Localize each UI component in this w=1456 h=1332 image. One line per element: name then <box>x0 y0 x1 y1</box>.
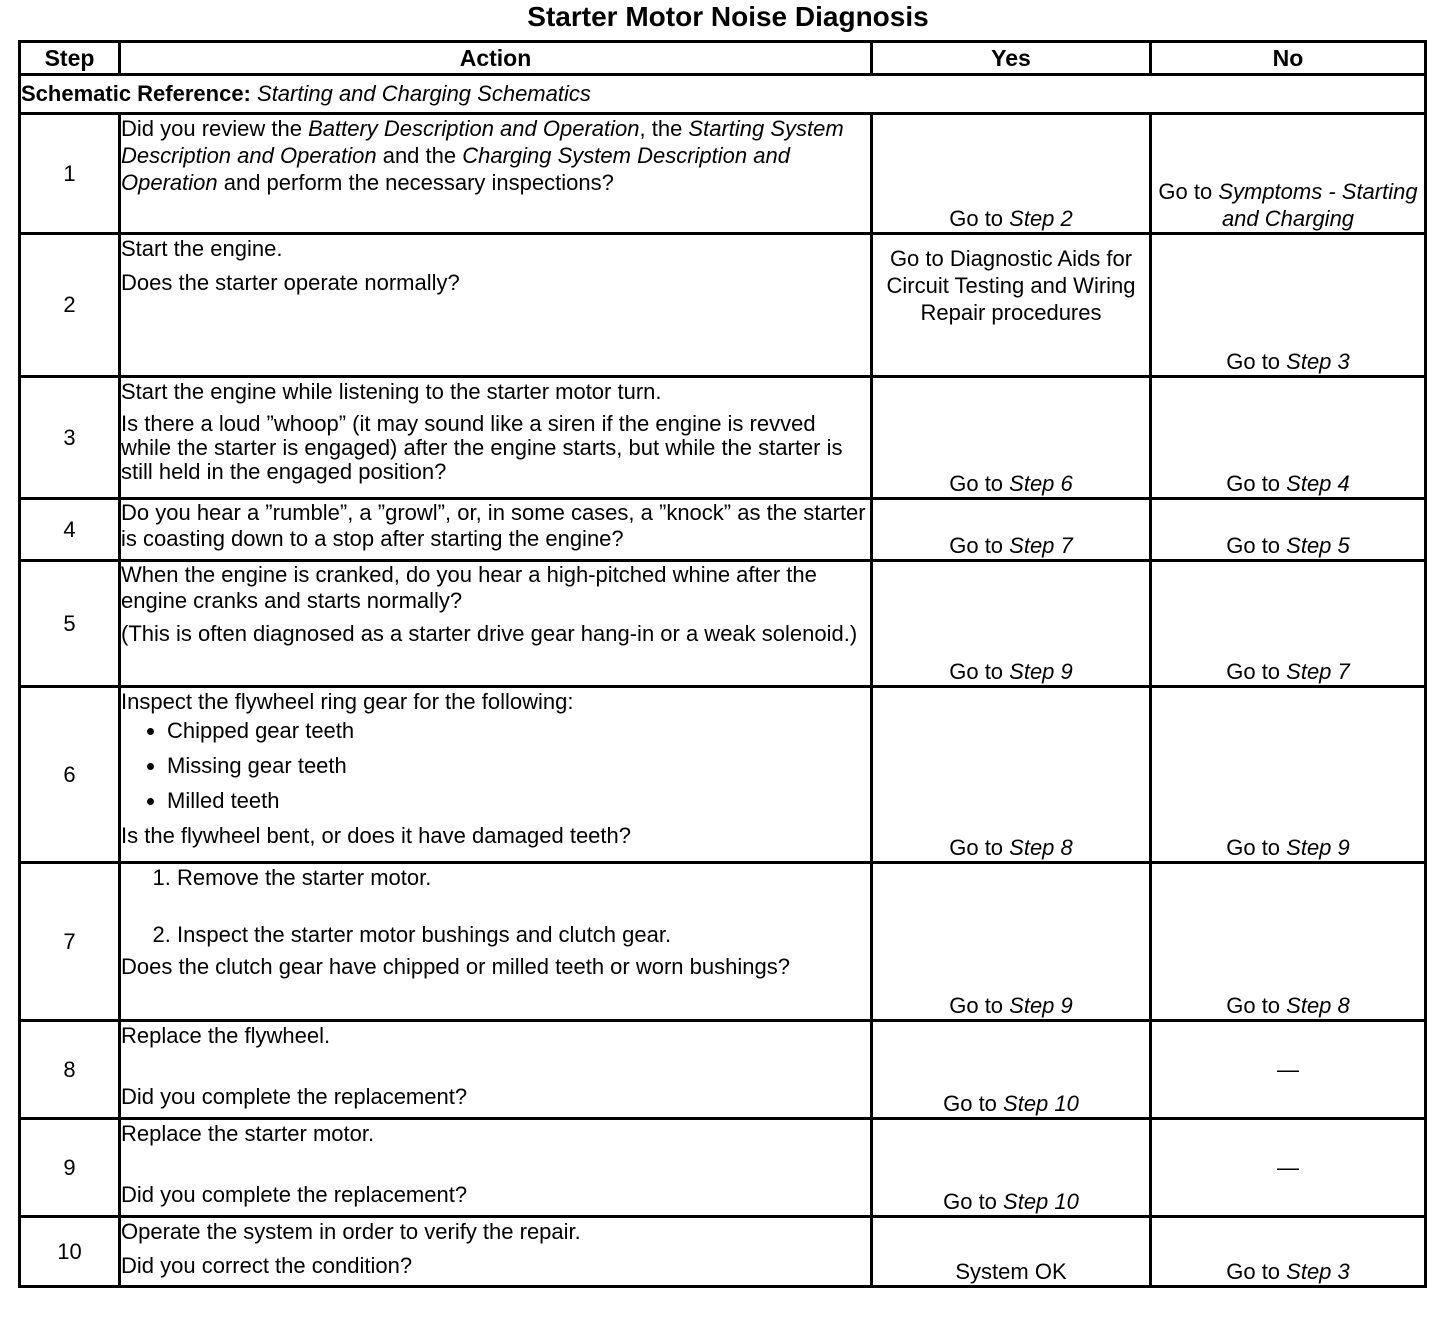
action-question: Did you correct the condition? <box>121 1253 413 1278</box>
list-item: 2. Inspect the starter motor bushings and clutch gear. <box>177 921 870 948</box>
symptoms-link: Symptoms - Starting and Charging <box>1218 179 1418 231</box>
step-number: 6 <box>20 687 120 863</box>
yes-result <box>872 114 1151 234</box>
step-link: Step 7 <box>1286 659 1350 684</box>
action-question: Does the clutch gear have chipped or milled teeth or worn bushings? <box>121 954 790 979</box>
no-result <box>1151 863 1426 1021</box>
step-action <box>120 1021 872 1119</box>
goto-text: Go to <box>1226 1259 1287 1284</box>
yes-result <box>872 499 1151 561</box>
step-number: 3 <box>20 377 120 499</box>
step-number: 7 <box>20 863 120 1021</box>
page-title: Starter Motor Noise Diagnosis <box>527 1 929 32</box>
header-action: Action <box>120 42 872 75</box>
yes-result <box>872 863 1151 1021</box>
step-action <box>120 499 872 561</box>
schematic-value: Starting and Charging Schematics <box>257 81 591 106</box>
header-yes: Yes <box>872 42 1151 75</box>
step-link: Step 5 <box>1286 533 1350 558</box>
yes-result: System OK <box>872 1217 1151 1287</box>
table-row <box>20 863 1426 1021</box>
procedure-list <box>121 864 870 948</box>
step-number: 1 <box>20 114 120 234</box>
no-result: — <box>1151 1119 1426 1217</box>
doc-reference: Charging System Description and Operation <box>121 143 790 195</box>
action-text: Replace the starter motor. <box>121 1121 375 1146</box>
schematic-label: Schematic Reference: <box>21 81 251 106</box>
step-link: Step 10 <box>1003 1091 1079 1116</box>
step-link: Step 7 <box>1009 533 1073 558</box>
step-action <box>120 377 872 499</box>
step-action <box>120 114 872 234</box>
action-question: Did you complete the replacement? <box>121 1182 468 1207</box>
yes-result <box>872 561 1151 687</box>
step-action <box>120 1217 872 1287</box>
goto-text: Go to <box>949 471 1010 496</box>
table-row <box>20 1217 1426 1287</box>
schematic-reference <box>20 75 1426 114</box>
table-row <box>20 561 1426 687</box>
action-text: and perform the necessary inspections? <box>217 170 614 195</box>
step-link: Step 9 <box>1286 835 1350 860</box>
step-link: Step 6 <box>1009 471 1073 496</box>
step-link: Step 9 <box>1009 993 1073 1018</box>
list-item: 1. Remove the starter motor. <box>177 864 870 891</box>
yes-result <box>872 377 1151 499</box>
list-item: • Milled teeth <box>167 787 870 814</box>
action-text: Operate the system in order to verify the repair. <box>121 1219 581 1244</box>
goto-text: Go to <box>943 1189 1004 1214</box>
step-link: Step 8 <box>1009 835 1073 860</box>
yes-result <box>872 1021 1151 1119</box>
no-result <box>1151 561 1426 687</box>
action-text: Start the engine while listening to the starter motor turn. <box>121 379 662 404</box>
action-question: Does the starter operate normally? <box>121 270 460 295</box>
step-link: Step 3 <box>1286 1259 1350 1284</box>
table-row <box>20 499 1426 561</box>
goto-text: Go to <box>1226 533 1287 558</box>
no-result <box>1151 234 1426 377</box>
no-result <box>1151 377 1426 499</box>
yes-result <box>872 1119 1151 1217</box>
action-note: (This is often diagnosed as a starter drive gear hang-in or a weak solenoid.) <box>121 621 858 646</box>
step-link: Step 9 <box>1009 659 1073 684</box>
goto-text: Go to <box>943 1091 1004 1116</box>
yes-result <box>872 687 1151 863</box>
no-result <box>1151 1217 1426 1287</box>
step-link: Step 4 <box>1286 471 1350 496</box>
action-text: Did you review the <box>121 116 309 141</box>
goto-text: Go to <box>949 206 1010 231</box>
goto-text: Go to <box>1226 993 1287 1018</box>
schematic-row <box>20 75 1426 114</box>
yes-result: Go to Diagnostic Aids for Circuit Testing and Wiring Repair procedures <box>872 234 1151 377</box>
step-action <box>120 561 872 687</box>
step-number: 8 <box>20 1021 120 1119</box>
list-item: • Missing gear teeth <box>167 752 870 779</box>
goto-text: Go to <box>1226 349 1287 374</box>
action-text: Replace the flywheel. <box>121 1023 331 1048</box>
action-question: Did you complete the replacement? <box>121 1084 468 1109</box>
goto-text: Go to <box>1226 471 1287 496</box>
step-link: Step 8 <box>1286 993 1350 1018</box>
header-no: No <box>1151 42 1426 75</box>
no-result: — <box>1151 1021 1426 1119</box>
header-row <box>20 42 1426 75</box>
action-text: Inspect the flywheel ring gear for the following: <box>121 689 574 714</box>
goto-text: Go to <box>949 659 1010 684</box>
step-number: 5 <box>20 561 120 687</box>
step-number: 9 <box>20 1119 120 1217</box>
action-question: Do you hear a ”rumble”, a ”growl”, or, in some cases, a ”knock” as the starter is coasting down to a stop after starting the engine? <box>121 500 866 551</box>
inspection-list <box>121 717 870 814</box>
table-row <box>20 1021 1426 1119</box>
no-result <box>1151 114 1426 234</box>
step-action <box>120 687 872 863</box>
goto-text: Go to <box>1226 659 1287 684</box>
step-action <box>120 863 872 1021</box>
table-row <box>20 114 1426 234</box>
action-text: and the <box>376 143 463 168</box>
action-question: Is there a loud ”whoop” (it may sound like a siren if the engine is revved while the starter is engaged) after the engine starts, but while the starter is still held in the engaged position? <box>121 411 843 484</box>
no-result <box>1151 687 1426 863</box>
step-number: 2 <box>20 234 120 377</box>
goto-text: Go to <box>1158 179 1219 204</box>
diagnosis-table <box>18 40 1427 1288</box>
list-item: • Chipped gear teeth <box>167 717 870 744</box>
table-row <box>20 1119 1426 1217</box>
action-text: Start the engine. <box>121 236 283 261</box>
action-text: , the <box>639 116 689 141</box>
goto-text: Go to <box>949 533 1010 558</box>
step-link: Step 10 <box>1003 1189 1079 1214</box>
header-step: Step <box>20 42 120 75</box>
doc-reference: Battery Description and Operation <box>308 116 640 141</box>
goto-text: Go to <box>949 835 1010 860</box>
goto-text: Go to <box>949 993 1010 1018</box>
step-link: Step 2 <box>1009 206 1073 231</box>
no-result <box>1151 499 1426 561</box>
doc-reference: Starting System Description and Operation <box>121 116 844 168</box>
action-question: Is the flywheel bent, or does it have damaged teeth? <box>121 823 631 848</box>
goto-text: Go to <box>1226 835 1287 860</box>
action-question: When the engine is cranked, do you hear a high-pitched whine after the engine cranks and starts normally? <box>121 562 817 613</box>
table-row <box>20 234 1426 377</box>
table-row <box>20 377 1426 499</box>
step-action <box>120 1119 872 1217</box>
table-row <box>20 687 1426 863</box>
step-number: 4 <box>20 499 120 561</box>
step-link: Step 3 <box>1286 349 1350 374</box>
step-action <box>120 234 872 377</box>
step-number: 10 <box>20 1217 120 1287</box>
